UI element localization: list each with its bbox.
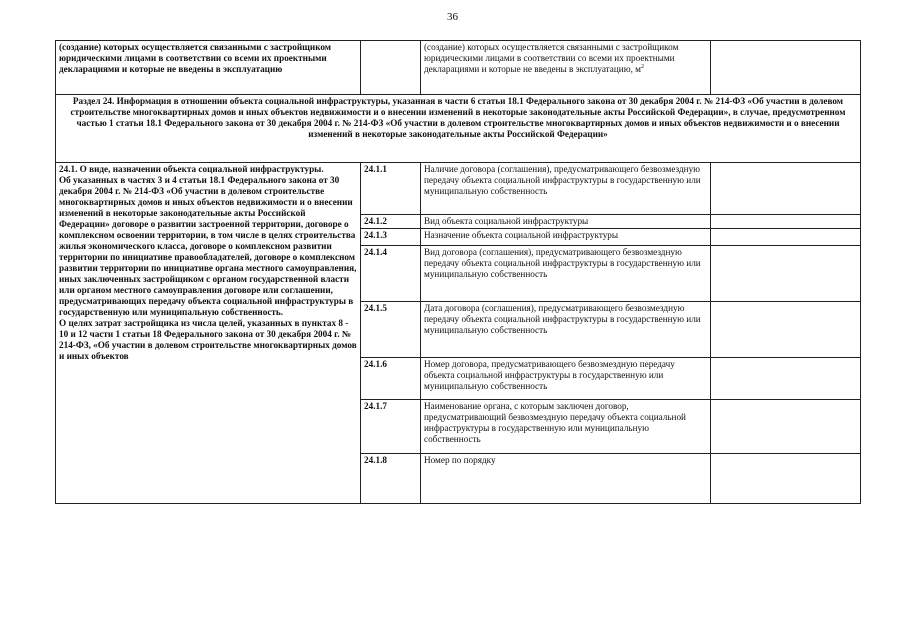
row-code: 24.1.5	[361, 302, 421, 358]
row-value-cell	[711, 229, 861, 246]
disclosure-table	[55, 40, 861, 504]
row-description: Наличие договора (соглашения), предусматривающего безвозмездную передачу объекта социальной инфраструктуры в государственную или муниципальную собственность	[421, 163, 711, 215]
row-code: 24.1.3	[361, 229, 421, 246]
square-meter-superscript: 2	[640, 63, 644, 70]
row-description: Номер договора, предусматривающего безвозмездную передачу объекта социальной инфраструктуры в государственную или муниципальную собственность	[421, 358, 711, 400]
row-code: 24.1.8	[361, 454, 421, 504]
row-description: Вид договора (соглашения), предусматривающего безвозмездную передачу объекта социальной инфраструктуры в государственную или муниципальную собственность	[421, 246, 711, 302]
continuation-code-cell	[361, 41, 421, 95]
continuation-description-cell	[421, 41, 711, 95]
row-description: Вид объекта социальной инфраструктуры	[421, 215, 711, 229]
section-24-1-description	[56, 163, 361, 504]
section-header-row	[56, 95, 861, 163]
row-description: Дата договора (соглашения), предусматривающего безвозмездную передачу объекта социальной инфраструктуры в государственную или муниципальную собственность	[421, 302, 711, 358]
row-code: 24.1.6	[361, 358, 421, 400]
row-description: Номер по порядку	[421, 454, 711, 504]
row-code: 24.1.4	[361, 246, 421, 302]
row-value-cell	[711, 215, 861, 229]
continuation-left-cell: (создание) которых осуществляется связанными с застройщиком юридическими лицами в соответствии со всеми их проектными декларациями и которые не введены в эксплуатацию	[56, 41, 361, 95]
row-value-cell	[711, 454, 861, 504]
row-value-cell	[711, 358, 861, 400]
row-code: 24.1.2	[361, 215, 421, 229]
section-24-1-paragraph-1: Об указанных в частях 3 и 4 статьи 18.1 Федерального закона от 30 декабря 2004 г. № 214-ФЗ «Об участии в долевом строительстве многоквартирных домов и иных объектов недвижимости и о внесении изменений в некоторые законодательные акты Российской Федерации» договоре о развитии застроенной территории, договоре о комплексном освоении территории, в том числе в целях строительства жилья экономического класса, договоре о комплексном развитии территории по инициативе правообладателей, договоре о комплексном развитии территории по инициативе органа местного самоуправления, иных заключенных застройщиком с органом государственной власти или органом местного самоуправления договоре или соглашении, предусматривающих передачу объекта социальной инфраструктуры в государственную или муниципальную собственность.	[59, 175, 357, 317]
row-value-cell	[711, 163, 861, 215]
continuation-row	[56, 41, 861, 95]
section-24-1-heading: 24.1. О виде, назначении объекта социальной инфраструктуры.	[59, 164, 324, 174]
section-24-1-paragraph-2: О целях затрат застройщика из числа целей, указанных в пунктах 8 - 10 и 12 части 1 статьи 18 Федерального закона от 30 декабря 2004 г. № 214-ФЗ, «Об участии в долевом строительстве многоквартирных домов и иных объектов	[59, 318, 357, 361]
row-value-cell	[711, 400, 861, 454]
continuation-description-text: (создание) которых осуществляется связанными с застройщиком юридическими лицами в соответствии со всеми их проектными декларациями и которые не введены в эксплуатацию, м	[424, 42, 679, 74]
row-code: 24.1.1	[361, 163, 421, 215]
row-code: 24.1.7	[361, 400, 421, 454]
page-number: 36	[447, 11, 458, 23]
continuation-value-cell	[711, 41, 861, 95]
row-description: Назначение объекта социальной инфраструктуры	[421, 229, 711, 246]
row-description: Наименование органа, с которым заключен договор, предусматривающий безвозмездную передачу объекта социальной инфраструктуры в государственную или муниципальную собственность	[421, 400, 711, 454]
row-value-cell	[711, 246, 861, 302]
section-24-title: Раздел 24. Информация в отношении объекта социальной инфраструктуры, указанная в части 6 статьи 18.1 Федерального закона от 30 декабря 2004 г. № 214-ФЗ «Об участии в долевом строительстве многоквартирных домов и иных объектов недвижимости и о внесении изменений в некоторые законодательные акты Российской Федерации», в случае, предусмотренном частью 1 статьи 18.1 Федерального закона от 30 декабря 2004 г. № 214-ФЗ «Об участии в долевом строительстве многоквартирных домов и иных объектов недвижимости и о внесении изменений в некоторые законодательные акты Российской Федерации»	[56, 95, 861, 163]
table-row	[56, 163, 861, 215]
row-value-cell	[711, 302, 861, 358]
